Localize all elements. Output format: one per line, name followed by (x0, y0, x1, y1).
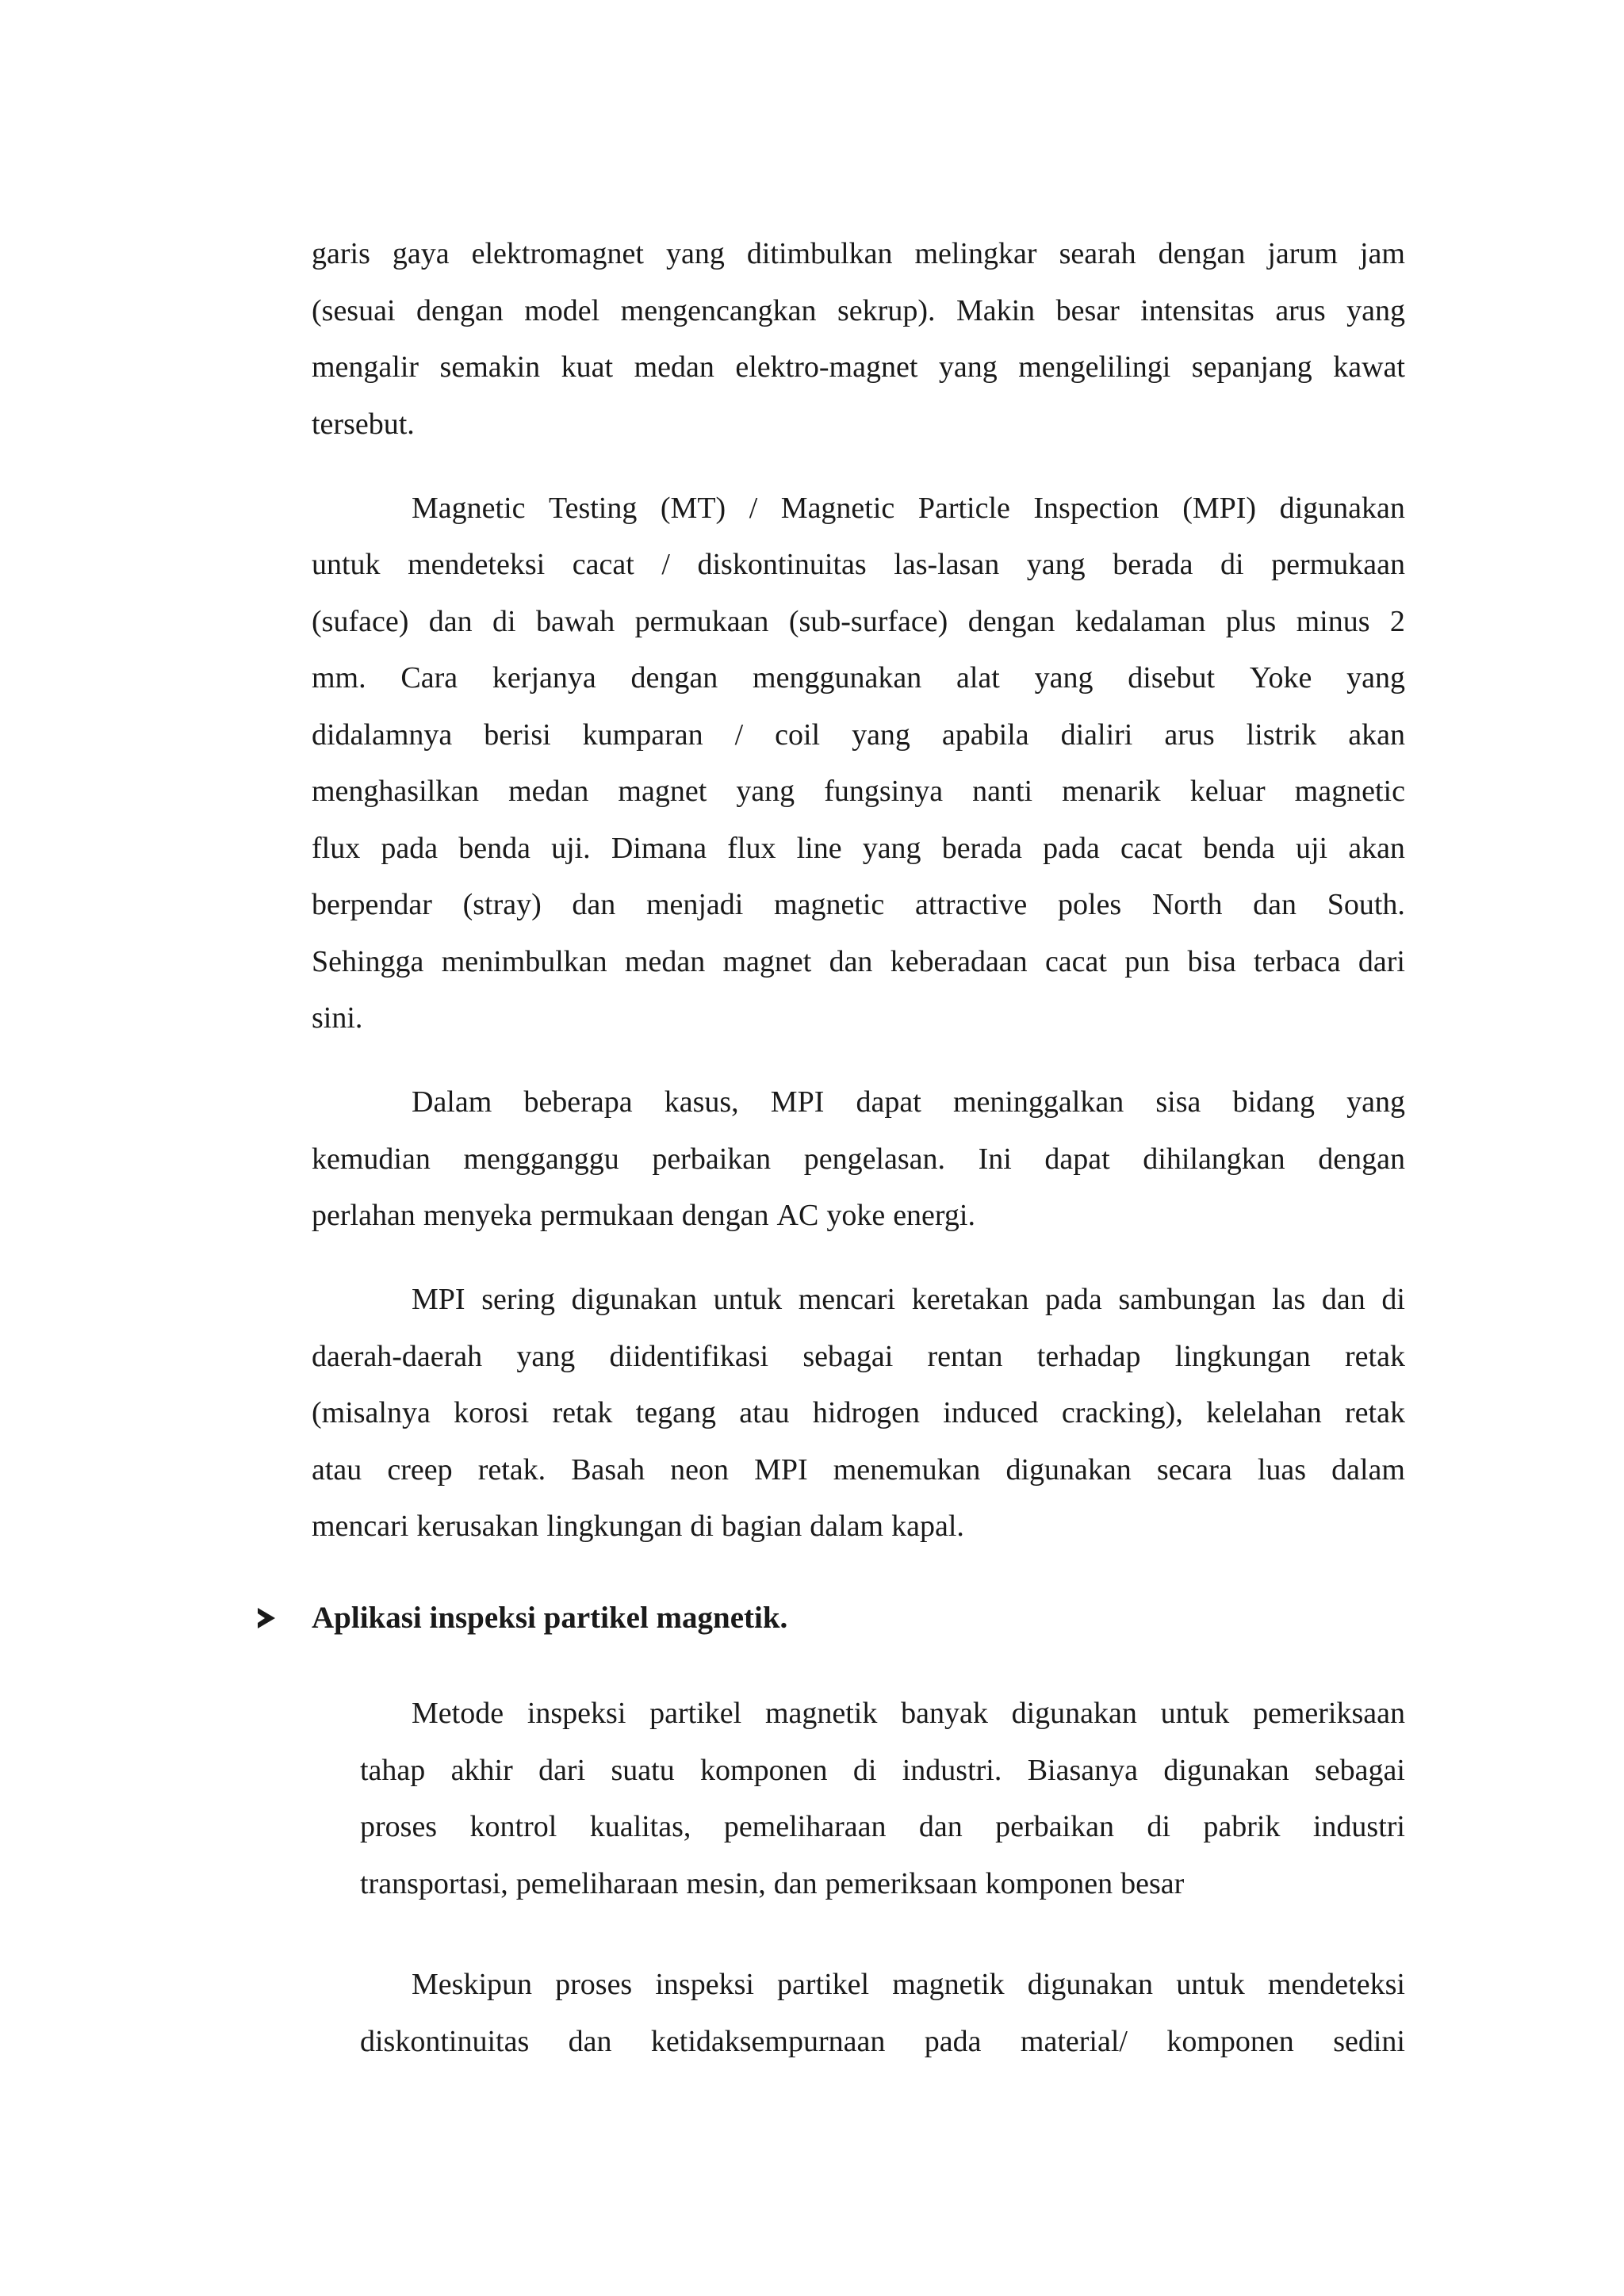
word: yang (665, 237, 725, 270)
word: kuat (561, 350, 614, 384)
paragraph-4-line-4 (312, 1452, 1405, 1488)
word: apabila (941, 718, 1029, 752)
paragraph-5-line-3 (360, 1808, 1405, 1845)
word: pada (924, 2025, 982, 2058)
word: berada (1113, 548, 1193, 581)
word: di (492, 605, 516, 638)
word: dan (1253, 888, 1297, 921)
word: dengan (1158, 237, 1246, 270)
paragraph-2-line-8 (312, 886, 1405, 923)
word: (sesuai (312, 294, 396, 327)
word: dengan (416, 294, 504, 327)
word: tersebut. (312, 408, 415, 441)
word: medan (624, 945, 706, 978)
word: Dimana (611, 832, 707, 865)
word: mm. (312, 661, 366, 695)
word: diskontinuitas (697, 548, 867, 581)
word: elektromagnet (471, 237, 644, 270)
word: besar (1120, 1867, 1185, 1900)
word: transportasi, (360, 1867, 508, 1900)
word: pun (1124, 945, 1170, 978)
word: inspeksi (655, 1968, 754, 2001)
word: permukaan (539, 1199, 674, 1232)
word: terbaca (1253, 945, 1341, 978)
word: uji (1295, 832, 1328, 865)
word: neon (670, 1453, 730, 1487)
word: poles (1057, 888, 1122, 921)
word: digunakan (1279, 492, 1405, 525)
word: Dalam (412, 1085, 492, 1119)
word: elektro-magnet (735, 350, 918, 384)
word: Inspection (1033, 492, 1159, 525)
word: jam (1359, 237, 1405, 270)
paragraph-4-line-2 (312, 1338, 1405, 1375)
word: dengan (1318, 1142, 1405, 1176)
word: menemukan (833, 1453, 981, 1487)
word: Meskipun (412, 1968, 532, 2001)
paragraph-2-line-5 (312, 717, 1405, 753)
word: MPI (754, 1453, 808, 1487)
word: terhadap (1036, 1340, 1141, 1373)
word: kapal. (891, 1510, 964, 1543)
word: sisa (1155, 1085, 1201, 1119)
word: creep (387, 1453, 453, 1487)
paragraph-2-line-9 (312, 943, 1405, 980)
word: dengan (681, 1199, 769, 1232)
word: alat (956, 661, 1000, 695)
word: mengencangkan (620, 294, 817, 327)
word: berisi (484, 718, 551, 752)
word: arus (1164, 718, 1215, 752)
word: garis (312, 237, 370, 270)
word: retak (1345, 1396, 1405, 1429)
word: inspeksi (527, 1697, 626, 1730)
paragraph-5-line-2 (360, 1752, 1405, 1789)
word: ditimbulkan (746, 237, 893, 270)
word: North (1151, 888, 1223, 921)
paragraph-1-line-2 (312, 293, 1405, 329)
paragraph-2-line-10 (312, 1000, 1405, 1036)
word: menghasilkan (312, 775, 480, 808)
word: akan (1348, 718, 1405, 752)
word: lingkungan (546, 1510, 683, 1543)
word: besar (1055, 294, 1120, 327)
word: dan (773, 1867, 818, 1900)
word: yang (1346, 1085, 1405, 1119)
word: untuk (312, 548, 381, 581)
word: sekrup). (837, 294, 936, 327)
word: cacat (572, 548, 634, 581)
word: untuk (1160, 1697, 1230, 1730)
word: menyeka (423, 1199, 532, 1232)
word: magnet (618, 775, 707, 808)
paragraph-2-line-1 (412, 490, 1405, 526)
paragraph-1-line-3 (312, 349, 1405, 385)
paragraph-2-line-7 (312, 830, 1405, 867)
word: Testing (549, 492, 638, 525)
word: retak (1345, 1340, 1405, 1373)
word: retak. (477, 1453, 546, 1487)
word: perbaikan (652, 1142, 772, 1176)
word: pemeliharaan (723, 1810, 887, 1843)
word: permukaan (634, 605, 769, 638)
word: coil (775, 718, 821, 752)
word: yang (1034, 661, 1094, 695)
word: bidang (1232, 1085, 1315, 1119)
word: kedalaman (1074, 605, 1206, 638)
word: untuk (713, 1283, 783, 1316)
word: arus (1275, 294, 1326, 327)
word: medan (508, 775, 589, 808)
paragraph-6-line-1 (412, 1966, 1405, 2003)
word: dan (568, 2025, 612, 2058)
word: mengalir (312, 350, 419, 384)
word: dan (572, 888, 616, 921)
word: yang (1346, 661, 1405, 695)
word: nanti (972, 775, 1033, 808)
word: yang (862, 832, 921, 865)
word: kasus, (664, 1085, 739, 1119)
word: Cara (400, 661, 458, 695)
word: di (852, 1754, 877, 1787)
word: menimbulkan (441, 945, 607, 978)
word: kemudian (312, 1142, 431, 1176)
word: energi. (893, 1199, 975, 1232)
word: korosi (454, 1396, 530, 1429)
word: mesin, (686, 1867, 766, 1900)
paragraph-2-line-6 (312, 773, 1405, 809)
word: tahap (360, 1754, 426, 1787)
word: diidentifikasi (609, 1340, 769, 1373)
word: komponen (700, 1754, 828, 1787)
word: pemeriksaan (825, 1867, 978, 1900)
word: magnetic (1294, 775, 1405, 808)
word: kelelahan (1206, 1396, 1322, 1429)
word: South. (1327, 888, 1405, 921)
word: komponen (985, 1867, 1113, 1900)
word: kerjanya (492, 661, 596, 695)
paragraph-1-line-4 (312, 406, 1405, 442)
word: untuk (1176, 1968, 1245, 2001)
word: mencari (798, 1283, 896, 1316)
paragraph-3-line-2 (312, 1141, 1405, 1177)
section-heading (258, 1600, 787, 1636)
word: bagian (721, 1510, 802, 1543)
word: yang (938, 350, 998, 384)
word: pemeliharaan (515, 1867, 679, 1900)
word: induced (943, 1396, 1039, 1429)
word: semakin (439, 350, 541, 384)
word: pada (1043, 832, 1100, 865)
word: secara (1156, 1453, 1232, 1487)
word: meninggalkan (952, 1085, 1124, 1119)
word: uji. (551, 832, 591, 865)
word: bawah (536, 605, 615, 638)
word: (MPI) (1182, 492, 1257, 525)
word: attractive (914, 888, 1028, 921)
word: mendeteksi (408, 548, 546, 581)
word: perbaikan (995, 1810, 1114, 1843)
word: Ini (978, 1142, 1012, 1176)
word: beberapa (523, 1085, 633, 1119)
word: 2 (1389, 605, 1405, 638)
word: yang (516, 1340, 576, 1373)
word: las (1272, 1283, 1306, 1316)
word: MPI (770, 1085, 825, 1119)
word: sering (481, 1283, 556, 1316)
word: dapat (1044, 1142, 1110, 1176)
paragraph-2-line-4 (312, 660, 1405, 696)
word: hidrogen (812, 1396, 920, 1429)
word: kerusakan (416, 1510, 539, 1543)
word: pada (381, 832, 439, 865)
word: pemeriksaan (1252, 1697, 1405, 1730)
word: didalamnya (312, 718, 453, 752)
word: (sub-surface) (788, 605, 948, 638)
word: tegang (635, 1396, 716, 1429)
word: di (1381, 1283, 1405, 1316)
word: kualitas, (589, 1810, 691, 1843)
word: mengganggu (463, 1142, 619, 1176)
word: benda (1203, 832, 1275, 865)
word: dengan (630, 661, 718, 695)
word: yang (1346, 294, 1405, 327)
word: sepanjang (1191, 350, 1312, 384)
word: MPI (412, 1283, 465, 1316)
word: plus (1225, 605, 1277, 638)
word: magnet (722, 945, 812, 978)
word: flux (312, 832, 361, 865)
word: keretakan (911, 1283, 1029, 1316)
word: yoke (826, 1199, 886, 1232)
word: cacat (1120, 832, 1182, 865)
word: yang (1026, 548, 1086, 581)
paragraph-4-line-5 (312, 1508, 1405, 1544)
word: flux (727, 832, 776, 865)
word: di (690, 1510, 714, 1543)
word: sebagai (802, 1340, 894, 1373)
word: dihilangkan (1143, 1142, 1285, 1176)
word: ketidaksempurnaan (650, 2025, 886, 2058)
word: jarum (1267, 237, 1338, 270)
paragraph-2-line-2 (312, 546, 1405, 583)
word: dalam (810, 1510, 884, 1543)
word: dari (1358, 945, 1405, 978)
word: lingkungan (1174, 1340, 1311, 1373)
word: material/ (1020, 2025, 1128, 2058)
paragraph-1-line-1 (312, 235, 1405, 272)
word: industri (1312, 1810, 1405, 1843)
word: partikel (777, 1968, 870, 2001)
word: disebut (1128, 661, 1216, 695)
paragraph-4-line-1 (412, 1281, 1405, 1318)
word: atau (312, 1453, 362, 1487)
word: berada (941, 832, 1022, 865)
word: akan (1348, 832, 1405, 865)
word: mendeteksi (1267, 1968, 1405, 2001)
word: akhir (450, 1754, 513, 1787)
word: dalam (1331, 1453, 1405, 1487)
word: atau (739, 1396, 790, 1429)
paragraph-4-line-3 (312, 1395, 1405, 1431)
word: sedini (1333, 2025, 1405, 2058)
arrowhead-bullet-icon (258, 1608, 275, 1628)
word: minus (1296, 605, 1370, 638)
word: kawat (1333, 350, 1405, 384)
word: / (661, 548, 670, 581)
word: Makin (956, 294, 1036, 327)
word: dan (428, 605, 473, 638)
word: rentan (927, 1340, 1003, 1373)
word: bisa (1187, 945, 1236, 978)
word: medan (634, 350, 714, 384)
word: dari (538, 1754, 586, 1787)
word: dan (918, 1810, 963, 1843)
word: Magnetic (412, 492, 526, 525)
word: digunakan (1005, 1453, 1132, 1487)
word: magnetik (892, 1968, 1005, 2001)
word: intensitas (1140, 294, 1254, 327)
word: mengelilingi (1018, 350, 1171, 384)
word: yang (736, 775, 795, 808)
word: diskontinuitas (360, 2025, 530, 2058)
word: dan (1321, 1283, 1365, 1316)
word: / (734, 718, 744, 752)
paragraph-2-line-3 (312, 603, 1405, 640)
word: digunakan (571, 1283, 697, 1316)
paragraph-6-line-2 (360, 2023, 1405, 2060)
word: AC (776, 1199, 819, 1232)
word: keluar (1189, 775, 1266, 808)
word: Metode (412, 1697, 504, 1730)
word: / (749, 492, 758, 525)
word: keberadaan (890, 945, 1028, 978)
word: line (796, 832, 842, 865)
word: melingkar (914, 237, 1037, 270)
word: cacat (1044, 945, 1107, 978)
word: dialiri (1060, 718, 1133, 752)
word: yang (852, 718, 910, 752)
word: pada (1045, 1283, 1102, 1316)
word: proses (360, 1810, 438, 1843)
word: (MT) (660, 492, 726, 525)
section-heading-text: Aplikasi inspeksi partikel magnetik. (312, 1601, 788, 1635)
word: banyak (901, 1697, 988, 1730)
word: gaya (392, 237, 450, 270)
word: kontrol (469, 1810, 557, 1843)
word: partikel (649, 1697, 742, 1730)
word: dengan (967, 605, 1055, 638)
word: digunakan (1163, 1754, 1289, 1787)
word: searah (1059, 237, 1136, 270)
word: berpendar (312, 888, 432, 921)
word: digunakan (1011, 1697, 1137, 1730)
word: fungsinya (824, 775, 944, 808)
word: perlahan (312, 1199, 416, 1232)
word: di (1220, 548, 1244, 581)
word: mencari (312, 1510, 409, 1543)
word: Basah (571, 1453, 645, 1487)
word: cracking), (1061, 1396, 1183, 1429)
word: Biasanya (1027, 1754, 1138, 1787)
word: sebagai (1314, 1754, 1405, 1787)
word: permukaan (1271, 548, 1405, 581)
word: las-lasan (894, 548, 1000, 581)
paragraph-3-line-1 (412, 1084, 1405, 1120)
word: suatu (611, 1754, 675, 1787)
word: kumparan (582, 718, 703, 752)
word: Magnetic (780, 492, 895, 525)
word: industri. (902, 1754, 1002, 1787)
word: Particle (917, 492, 1010, 525)
word: pengelasan. (803, 1142, 946, 1176)
word: (misalnya (312, 1396, 431, 1429)
word: menarik (1062, 775, 1161, 808)
word: sambungan (1118, 1283, 1256, 1316)
word: dan (829, 945, 873, 978)
paragraph-5-line-4 (360, 1866, 1405, 1902)
word: retak (552, 1396, 613, 1429)
word: menjadi (645, 888, 744, 921)
word: proses (555, 1968, 633, 2001)
word: model (524, 294, 600, 327)
word: sini. (312, 1001, 363, 1035)
word: dapat (856, 1085, 921, 1119)
word: (stray) (462, 888, 542, 921)
word: benda (458, 832, 530, 865)
word: (suface) (312, 605, 409, 638)
word: luas (1257, 1453, 1307, 1487)
paragraph-3-line-3 (312, 1197, 1405, 1234)
word: pabrik (1203, 1810, 1281, 1843)
word: Sehingga (312, 945, 424, 978)
word: Yoke (1249, 661, 1312, 695)
word: di (1147, 1810, 1170, 1843)
paragraph-5-line-1 (412, 1695, 1405, 1732)
word: daerah-daerah (312, 1340, 483, 1373)
word: magnetic (774, 888, 885, 921)
word: magnetik (764, 1697, 878, 1730)
word: digunakan (1027, 1968, 1154, 2001)
word: menggunakan (753, 661, 922, 695)
word: listrik (1246, 718, 1317, 752)
word: komponen (1166, 2025, 1294, 2058)
